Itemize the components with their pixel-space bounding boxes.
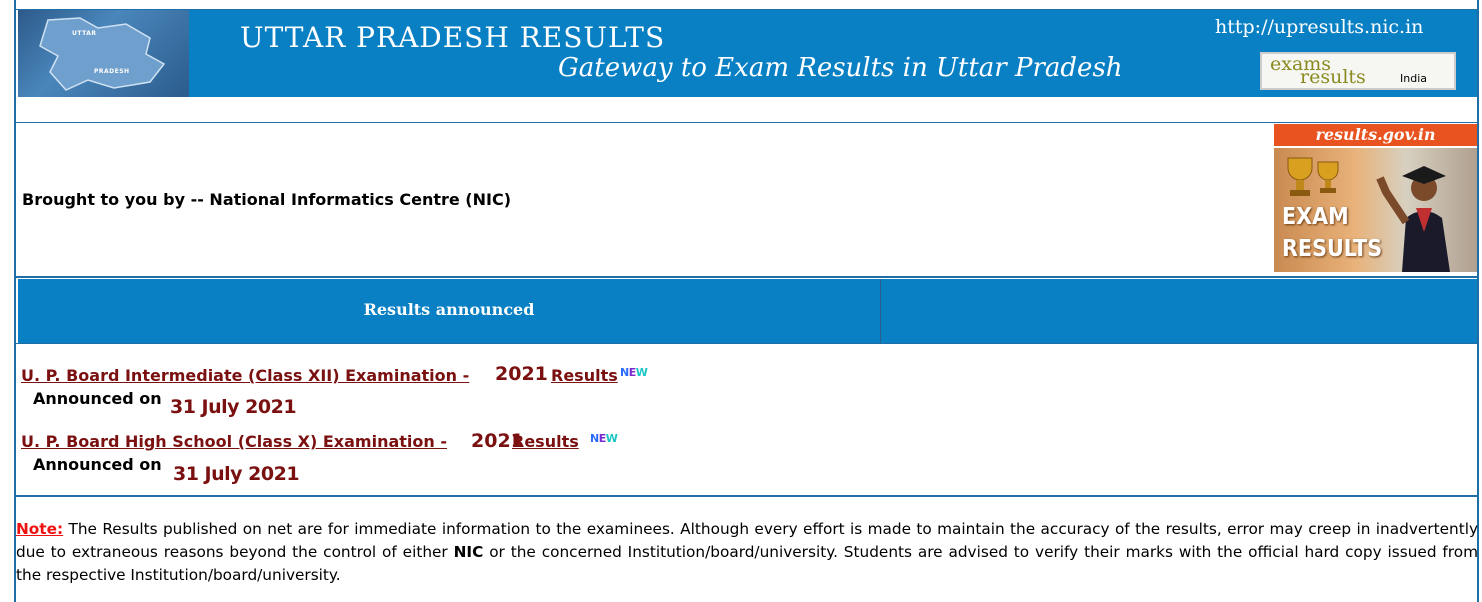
exams-logo-suffix: India: [1400, 72, 1427, 85]
column-divider: [880, 279, 881, 343]
site-title: UTTAR PRADESH RESULTS: [240, 21, 666, 54]
disclaimer-note: [16, 518, 1478, 587]
intermediate-results-link[interactable]: Results: [551, 366, 618, 385]
announced-date: 31 July 2021: [173, 463, 300, 485]
divider: [16, 495, 1477, 497]
up-map-logo: [18, 10, 189, 97]
site-subtitle: Gateway to Exam Results in Uttar Pradesh: [558, 53, 1123, 83]
header-banner: [18, 10, 1477, 97]
high-school-year: 2021: [471, 430, 524, 452]
note-text-after: or the concerned Institution/board/university. Students are advised to verify their marks with the official hard copy issued from the respective Institution/board/university.: [16, 543, 1479, 584]
exam-image-line2: RESULTS: [1282, 236, 1383, 262]
top-spacer: [16, 0, 1477, 10]
page-frame: [14, 0, 1479, 602]
high-school-results-link[interactable]: Results: [512, 432, 579, 451]
intermediate-year: 2021: [495, 363, 548, 385]
divider: [16, 276, 1477, 278]
announced-label: Announced on: [33, 389, 162, 408]
divider: [16, 343, 1477, 344]
new-badge-icon: NEW: [620, 366, 648, 379]
divider: [16, 122, 1477, 123]
map-logo-text-bottom: PRADESH: [94, 68, 130, 75]
results-gov-in-label[interactable]: results.gov.in: [1274, 124, 1477, 146]
new-badge-icon: NEW: [590, 432, 618, 445]
announced-date: 31 July 2021: [170, 396, 297, 418]
results-announced-heading: Results announced: [363, 300, 535, 319]
note-bold-nic: NIC: [453, 543, 484, 561]
high-school-exam-link[interactable]: U. P. Board High School (Class X) Examination -: [21, 432, 447, 451]
exams-logo-line1: exams: [1270, 53, 1332, 75]
site-url[interactable]: http://upresults.nic.in: [1215, 16, 1424, 38]
results-header-bar: [18, 279, 1477, 343]
map-logo-text-top: UTTAR: [72, 30, 97, 37]
exam-image-line1: EXAM: [1282, 204, 1349, 230]
brought-by-text: Brought to you by -- National Informatics Centre (NIC): [22, 190, 512, 209]
note-text-before: The Results published on net are for immediate information to the examinees. Although every effort is made to maintain the accuracy of the results, error may creep in inadvertently due to extraneous reasons beyond the control of either: [16, 520, 1478, 561]
announced-label: Announced on: [33, 455, 162, 474]
exams-logo-line2: results: [1300, 66, 1366, 88]
exams-results-india-logo[interactable]: [1260, 52, 1456, 90]
exam-results-image[interactable]: [1274, 148, 1477, 272]
intermediate-exam-link[interactable]: U. P. Board Intermediate (Class XII) Examination -: [21, 366, 470, 385]
note-label: Note:: [16, 520, 64, 538]
